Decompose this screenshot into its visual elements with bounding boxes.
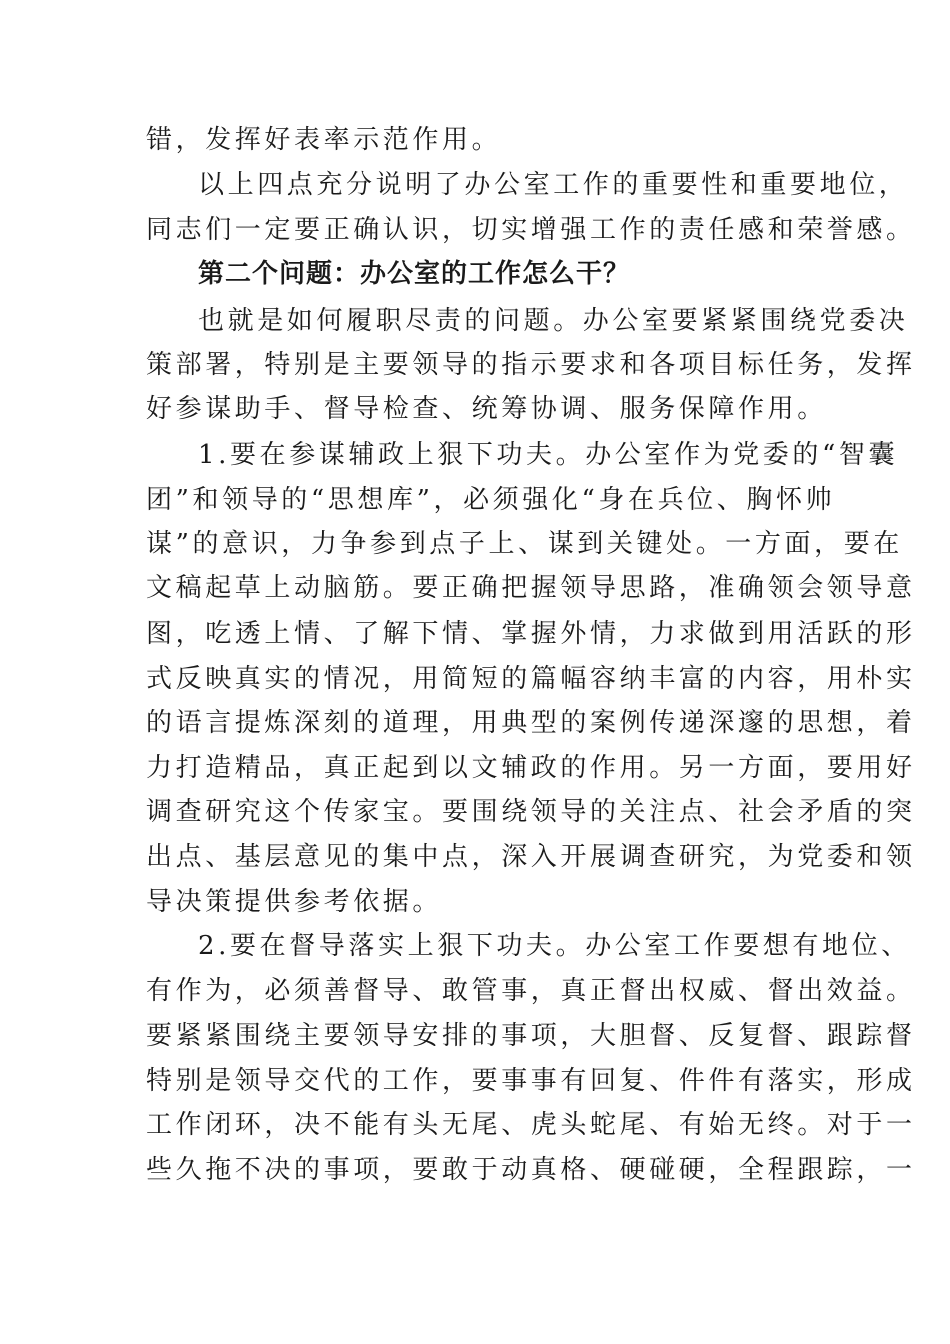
paragraph-line-continuation: 错，发挥好表率示范作用。	[146, 125, 502, 155]
paragraph-line-point1-7: 的语言提炼深刻的道理，用典型的案例传递深邃的思想，着	[146, 708, 916, 738]
paragraph-line-point2-6: 些久拖不决的事项，要敢于动真格、硬碰硬，全程跟踪，一	[146, 1155, 916, 1185]
paragraph-line-summary-2: 同志们一定要正确认识，切实增强工作的责任感和荣誉感。	[146, 215, 916, 245]
paragraph-line-summary-1: 以上四点充分说明了办公室工作的重要性和重要地位，	[198, 170, 909, 200]
paragraph-line-point2-4: 特别是领导交代的工作，要事事有回复、件件有落实，形成	[146, 1066, 916, 1096]
paragraph-line-point1-6: 式反映真实的情况，用简短的篇幅容纳丰富的内容，用朴实	[146, 664, 916, 694]
paragraph-line-point1-10: 出点、基层意见的集中点，深入开展调查研究，为党委和领	[146, 842, 916, 872]
paragraph-line-point1-5: 图，吃透上情、了解下情、掌握外情，力求做到用活跃的形	[146, 619, 916, 649]
paragraph-line-point1-1: 1.要在参谋辅政上狠下功夫。办公室作为党委的“智囊	[198, 440, 899, 470]
paragraph-line-point1-11: 导决策提供参考依据。	[146, 887, 443, 917]
paragraph-line-point1-4: 文稿起草上动脑筋。要正确把握领导思路，准确领会领导意	[146, 573, 916, 603]
paragraph-line-point2-3: 要紧紧围绕主要领导安排的事项，大胆督、反复督、跟踪督	[146, 1021, 916, 1051]
paragraph-line-intro-1: 也就是如何履职尽责的问题。办公室要紧紧围绕党委决	[198, 306, 909, 336]
paragraph-line-point1-3: 谋”的意识，力争参到点子上、谋到关键处。一方面，要在	[146, 529, 903, 559]
section-heading: 第二个问题：办公室的工作怎么干？	[198, 259, 631, 289]
paragraph-line-intro-3: 好参谋助手、督导检查、统筹协调、服务保障作用。	[146, 394, 827, 424]
paragraph-line-point2-1: 2.要在督导落实上狠下功夫。办公室工作要想有地位、	[198, 931, 911, 961]
paragraph-line-intro-2: 策部署，特别是主要领导的指示要求和各项目标任务，发挥	[146, 350, 916, 380]
paragraph-line-point2-2: 有作为，必须善督导、敢管事，真正督出权威、督出效益。	[146, 976, 916, 1006]
paragraph-line-point1-9: 调查研究这个传家宝。要围绕领导的关注点、社会矛盾的突	[146, 797, 916, 827]
paragraph-line-point1-2: 团”和领导的“思想库”，必须强化“身在兵位、胸怀帅	[146, 485, 836, 515]
paragraph-line-point2-5: 工作闭环，决不能有头无尾、虎头蛇尾、有始无终。对于一	[146, 1110, 916, 1140]
paragraph-line-point1-8: 力打造精品，真正起到以文辅政的作用。另一方面，要用好	[146, 753, 916, 783]
